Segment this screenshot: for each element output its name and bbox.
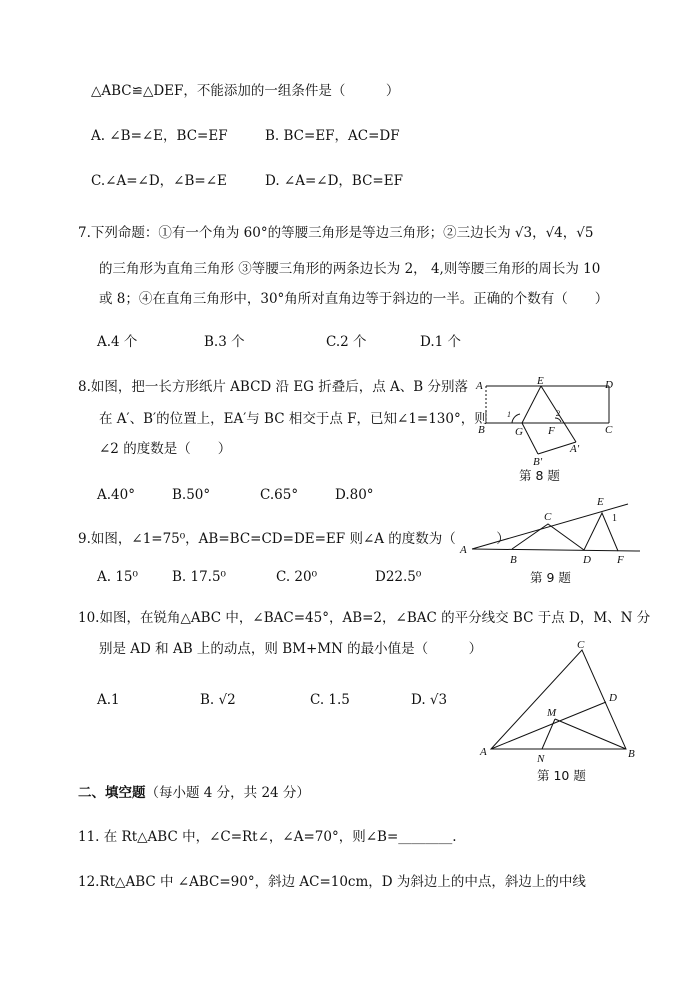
q9-option-b: B. 17.5⁰ <box>172 569 226 585</box>
q8-label-a: A <box>476 380 483 392</box>
q9-ray-lower <box>472 549 640 551</box>
q9-label-f: F <box>617 554 624 566</box>
q7-line3: 或 8；④在直角三角形中，30°角所对直角边等于斜边的一半。正确的个数有（ ） <box>99 291 609 307</box>
q8-edge-gb-prime <box>522 423 538 454</box>
q8-label-b: B <box>478 424 485 436</box>
q10-segment-mn <box>542 719 555 749</box>
q8-label-b-prime: B′ <box>533 456 543 468</box>
q8-label-a-prime: A′ <box>570 443 580 455</box>
q8-label-angle2: 2 <box>556 409 560 418</box>
q9-label-angle1: 1 <box>612 513 617 524</box>
section-title: 二、填空题 <box>78 785 146 801</box>
q10-label-m: M <box>547 707 557 719</box>
q8-line1: 8.如图，把一长方形纸片 ABCD 沿 EG 折叠后，点 A、B 分别落 <box>78 379 469 395</box>
q8-angle2-arc <box>555 418 561 422</box>
q11-text: 11. 在 Rt△ABC 中，∠C=Rt∠，∠A=70°，则∠B=________. <box>78 829 457 845</box>
q9-label-c: C <box>544 511 552 523</box>
q10-option-b: B. √2 <box>200 692 236 708</box>
q9-label-e: E <box>597 496 604 508</box>
q10-option-d: D. √3 <box>411 692 448 708</box>
q8-label-c: C <box>605 424 613 436</box>
q10-figure-caption: 第 10 题 <box>537 768 586 783</box>
q10-line1: 10.如图，在锐角△ABC 中，∠BAC=45°，AB=2，∠BAC 的平分线交 BC 于点 D，M、N 分 <box>78 610 651 626</box>
q8-option-c: C.65° <box>260 487 299 503</box>
q9-option-a: A. 15⁰ <box>97 569 138 585</box>
q8-figure-caption: 第 8 题 <box>519 468 560 483</box>
q7-line2: 的三角形为直角三角形 ③等腰三角形的两条边长为 2， 4,则等腰三角形的周长为 10 <box>99 261 601 277</box>
q8-label-f: F <box>548 425 555 437</box>
q10-label-c: C <box>577 639 585 651</box>
q7-line1: 7.下列命题：①有一个角为 60°的等腰三角形是等边三角形；②三边长为 √3，√4，√5 <box>78 225 594 241</box>
q9-label-b: B <box>510 554 517 566</box>
q8-label-d: D <box>605 379 613 391</box>
q6-option-c: C.∠A=∠D，∠B=∠E <box>91 173 227 189</box>
q9-zigzag <box>512 513 618 551</box>
q9-option-c: C. 20⁰ <box>276 569 318 585</box>
q8-label-angle1: 1 <box>507 410 511 419</box>
q10-segment-bm <box>555 719 626 749</box>
q6-option-a: A. ∠B=∠E，BC=EF <box>91 128 228 144</box>
q9-figure <box>472 504 640 551</box>
q10-label-n: N <box>537 753 545 765</box>
q9-figure-caption: 第 9 题 <box>530 570 571 585</box>
q10-label-a: A <box>480 746 487 758</box>
q8-label-g: G <box>515 426 523 438</box>
q7-option-b: B.3 个 <box>204 334 245 350</box>
q10-option-c: C. 1.5 <box>310 692 350 708</box>
q8-line2: 在 A′、B′的位置上，EA′与 BC 相交于点 F，已知∠1=130°，则 <box>99 411 488 427</box>
q9-label-a: A <box>460 544 467 556</box>
section-note: （每小题 4 分，共 24 分） <box>145 785 310 801</box>
q7-option-a: A.4 个 <box>97 334 138 350</box>
q10-option-a: A.1 <box>97 692 120 708</box>
q12-text: 12.Rt△ABC 中 ∠ABC=90°，斜边 AC=10cm，D 为斜边上的中点，斜边上的中线 <box>78 874 586 890</box>
q10-line2: 别是 AD 和 AB 上的动点，则 BM+MN 的最小值是（ ） <box>99 641 483 657</box>
q8-line3: ∠2 的度数是（ ） <box>99 441 232 457</box>
q9-line1: 9.如图，∠1=75⁰，AB=BC=CD=DE=EF 则∠A 的度数为（ ） <box>78 531 510 547</box>
q8-figure <box>486 386 609 454</box>
q10-label-b: B <box>628 748 635 760</box>
q8-option-d: D.80° <box>335 487 374 503</box>
q6-option-b: B. BC=EF，AC=DF <box>265 128 400 144</box>
q10-triangle-abc <box>491 650 626 749</box>
q6-stem: △ABC≌△DEF，不能添加的一组条件是（ ） <box>91 83 400 99</box>
q10-label-d: D <box>609 692 617 704</box>
q7-option-d: D.1 个 <box>420 334 462 350</box>
q8-option-a: A.40° <box>97 487 135 503</box>
q9-option-d: D22.5⁰ <box>375 569 422 585</box>
q9-label-d: D <box>583 554 591 566</box>
q8-label-e: E <box>537 375 544 387</box>
q6-option-d: D. ∠A=∠D，BC=EF <box>265 173 403 189</box>
q8-option-b: B.50° <box>172 487 211 503</box>
q10-figure <box>491 650 626 749</box>
q8-angle1-arc <box>512 414 520 423</box>
q8-fold-eg <box>522 386 541 423</box>
q7-option-c: C.2 个 <box>326 334 367 350</box>
